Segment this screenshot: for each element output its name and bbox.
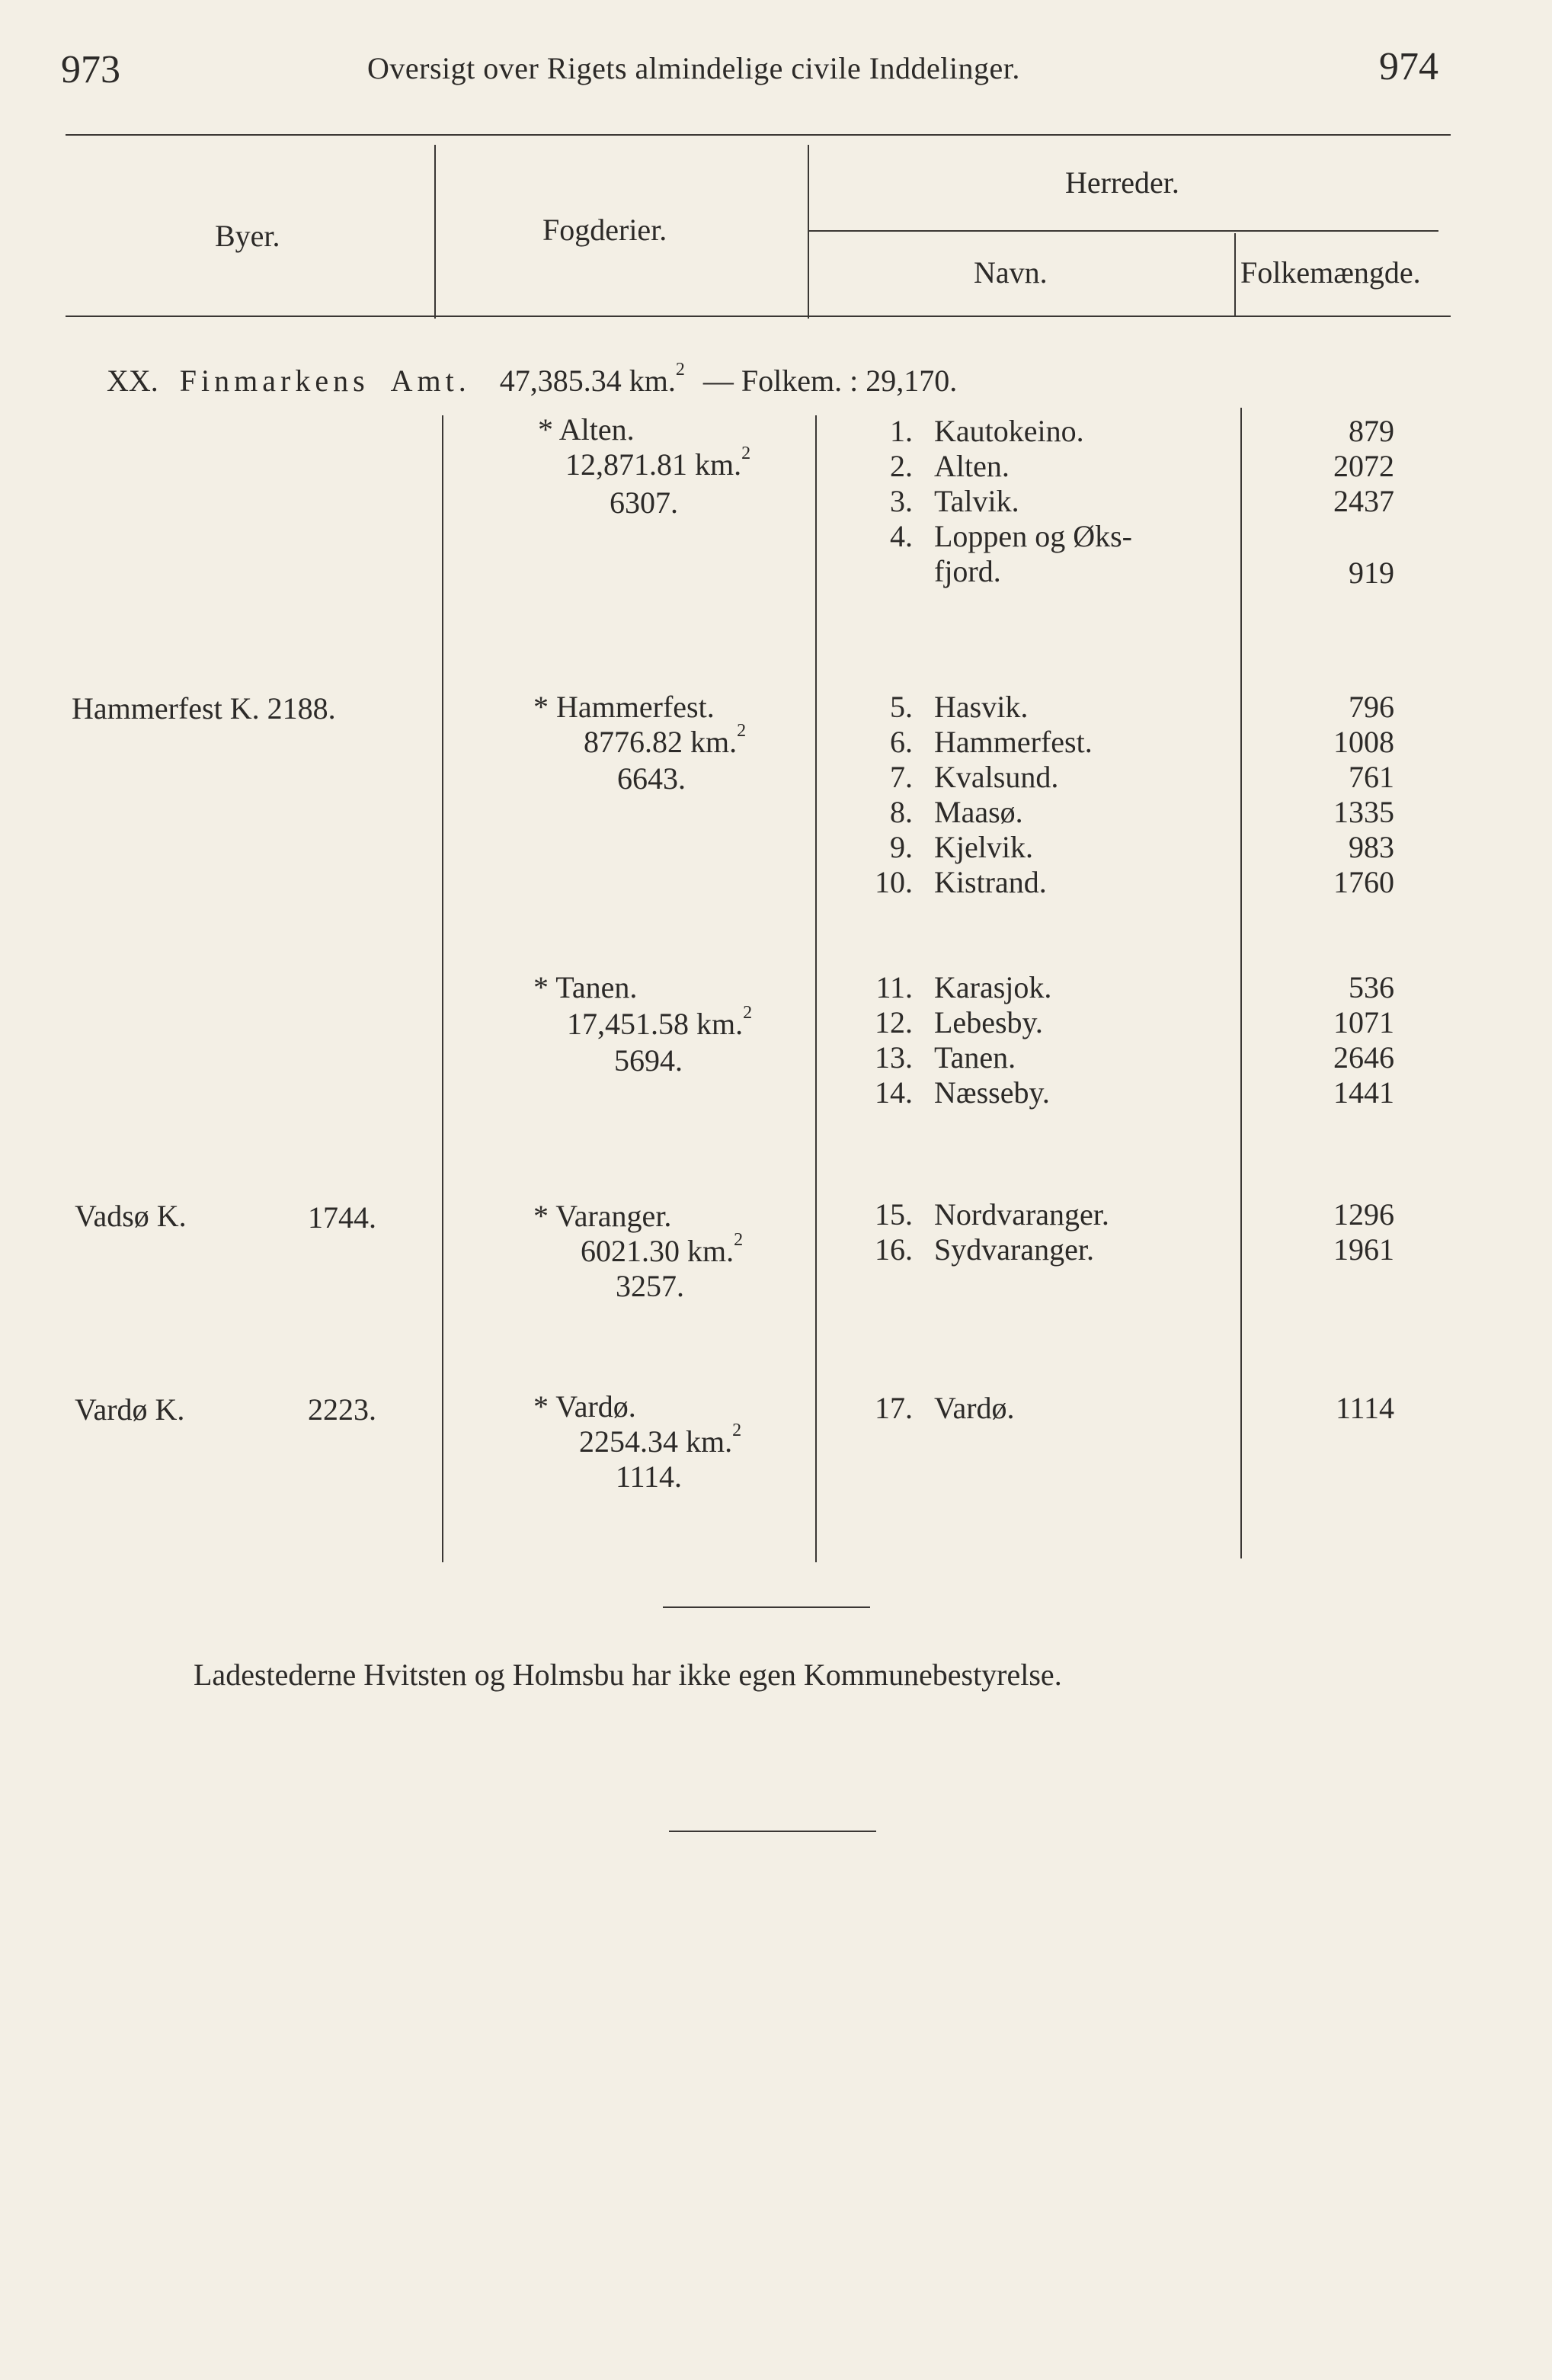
footnote: Ladestederne Hvitsten og Holmsbu har ikke egen Kommunebestyrelse. — [194, 1658, 1062, 1692]
herred-number: 13. — [875, 1040, 913, 1075]
herred-name: Kistrand. — [934, 865, 1047, 899]
herred-population: 2072 — [1333, 449, 1394, 483]
body-divider-3 — [1240, 408, 1242, 1558]
town-vadso-name: Vadsø K. — [75, 1199, 187, 1233]
town-vardo-name: Vardø K. — [75, 1392, 185, 1427]
area-sup: 2 — [734, 1230, 744, 1250]
footnote-rule-bottom — [669, 1831, 876, 1832]
table-top-rule — [66, 134, 1451, 136]
herred-population: 2646 — [1333, 1040, 1394, 1075]
section-heading — [107, 360, 958, 399]
herred-number: 5. — [890, 690, 913, 724]
herred-number: 6. — [890, 725, 913, 759]
herred-number: 2. — [890, 449, 913, 483]
herred-name: Kvalsund. — [934, 760, 1059, 794]
section-folkem: — Folkem. : 29,170. — [702, 364, 958, 398]
fogderi-varanger-pop: 3257. — [616, 1269, 684, 1303]
herred-number: 12. — [875, 1005, 913, 1039]
section-area-sup: 2 — [675, 360, 685, 380]
herred-population: 1008 — [1333, 725, 1394, 759]
fogderi-vardo-name: * Vardø. — [533, 1389, 636, 1424]
town-vardo-pop: 2223. — [308, 1392, 376, 1427]
fogderi-tanen-area — [567, 1003, 753, 1042]
herred-name: Sydvaranger. — [934, 1232, 1094, 1267]
fogderi-vardo-area — [579, 1421, 742, 1459]
footnote-rule-top — [663, 1606, 870, 1608]
herred-name: Loppen og Øks- — [934, 519, 1132, 553]
herred-name: Maasø. — [934, 795, 1023, 829]
section-area: 47,385.34 km. — [499, 364, 676, 398]
herred-number: 15. — [875, 1197, 913, 1232]
fogderi-varanger-name: * Varanger. — [533, 1199, 672, 1233]
fogderi-varanger-area — [581, 1230, 744, 1269]
herred-name: Karasjok. — [934, 970, 1052, 1004]
herred-name: Kjelvik. — [934, 830, 1033, 864]
area-sup: 2 — [737, 721, 747, 741]
fogderi-tanen-pop: 5694. — [614, 1043, 683, 1078]
body-divider-1 — [442, 415, 443, 1562]
herred-population: 1441 — [1333, 1075, 1394, 1110]
town-pop: 2188. — [267, 691, 336, 726]
area-text: 6021.30 km. — [581, 1234, 734, 1268]
herred-population: 1114 — [1335, 1391, 1394, 1425]
fogderi-tanen-name: * Tanen. — [533, 970, 638, 1004]
header-divider-1 — [434, 145, 436, 319]
herred-population: 1071 — [1333, 1005, 1394, 1039]
col-header-byer: Byer. — [215, 219, 280, 253]
herred-number: 14. — [875, 1075, 913, 1110]
herred-name: Næsseby. — [934, 1075, 1050, 1110]
herred-population: 1296 — [1333, 1197, 1394, 1232]
herred-number: 11. — [875, 970, 913, 1004]
area-sup: 2 — [743, 1003, 753, 1023]
town-vadso-pop: 1744. — [308, 1200, 376, 1235]
herred-name: Kautokeino. — [934, 414, 1084, 448]
table-header-bottom-rule — [66, 316, 1451, 317]
col-header-folkemaengde: Folkemængde. — [1240, 255, 1421, 290]
fogderi-vardo-pop: 1114. — [616, 1459, 683, 1494]
herred-name: Vardø. — [934, 1391, 1015, 1425]
fogderi-alten-name: * Alten. — [538, 412, 635, 447]
header-divider-2 — [808, 145, 809, 319]
section-amt: Amt. — [390, 364, 471, 398]
herred-name: Lebesby. — [934, 1005, 1043, 1039]
fogderi-hammerfest-pop: 6643. — [617, 761, 686, 796]
fogderi-alten-area — [565, 444, 751, 482]
page-number-left: 973 — [61, 48, 120, 91]
area-sup: 2 — [741, 444, 751, 463]
col-header-herreder: Herreder. — [1065, 165, 1179, 200]
col-header-fogderier: Fogderier. — [542, 213, 667, 247]
fogderi-hammerfest-name: * Hammerfest. — [533, 690, 715, 724]
town-hammerfest — [72, 690, 336, 726]
area-text: 2254.34 km. — [579, 1424, 733, 1459]
herred-name-continued: fjord. — [934, 554, 1001, 588]
herreder-sub-rule — [809, 230, 1438, 232]
header-divider-3 — [1234, 233, 1236, 317]
col-header-navn: Navn. — [974, 255, 1048, 290]
town-name: Hammerfest K. — [72, 691, 260, 726]
page-title: Oversigt over Rigets almindelige civile Inddelinger. — [367, 51, 1020, 85]
page-number-right: 974 — [1379, 45, 1438, 88]
herred-number: 16. — [875, 1232, 913, 1267]
herred-number: 7. — [890, 760, 913, 794]
fogderi-alten-pop: 6307. — [610, 485, 678, 520]
herred-population: 1760 — [1333, 865, 1394, 899]
area-sup: 2 — [732, 1421, 742, 1440]
area-text: 17,451.58 km. — [567, 1007, 744, 1041]
herred-number: 10. — [875, 865, 913, 899]
herred-number: 4. — [890, 519, 913, 553]
herred-number: 8. — [890, 795, 913, 829]
herred-population: 536 — [1349, 970, 1394, 1004]
herred-name: Tanen. — [934, 1040, 1016, 1075]
herred-population: 1961 — [1333, 1232, 1394, 1267]
section-name: Finmarkens — [179, 364, 370, 398]
herred-population: 2437 — [1333, 484, 1394, 518]
herred-population: 879 — [1349, 414, 1394, 448]
herred-population: 761 — [1349, 760, 1394, 794]
fogderi-hammerfest-area — [584, 721, 747, 760]
herred-number: 17. — [875, 1391, 913, 1425]
section-number: XX. — [107, 364, 158, 398]
herred-number: 9. — [890, 830, 913, 864]
herred-name: Talvik. — [934, 484, 1019, 518]
herred-name: Hammerfest. — [934, 725, 1093, 759]
area-text: 8776.82 km. — [584, 725, 738, 759]
body-divider-2 — [815, 415, 817, 1562]
area-text: 12,871.81 km. — [565, 447, 742, 482]
herred-number: 1. — [890, 414, 913, 448]
herred-population: 796 — [1349, 690, 1394, 724]
herred-population: 919 — [1349, 556, 1394, 590]
herred-name: Alten. — [934, 449, 1010, 483]
herred-number: 3. — [890, 484, 913, 518]
herred-population: 1335 — [1333, 795, 1394, 829]
herred-name: Hasvik. — [934, 690, 1029, 724]
herred-population: 983 — [1349, 830, 1394, 864]
herred-name: Nordvaranger. — [934, 1197, 1109, 1232]
